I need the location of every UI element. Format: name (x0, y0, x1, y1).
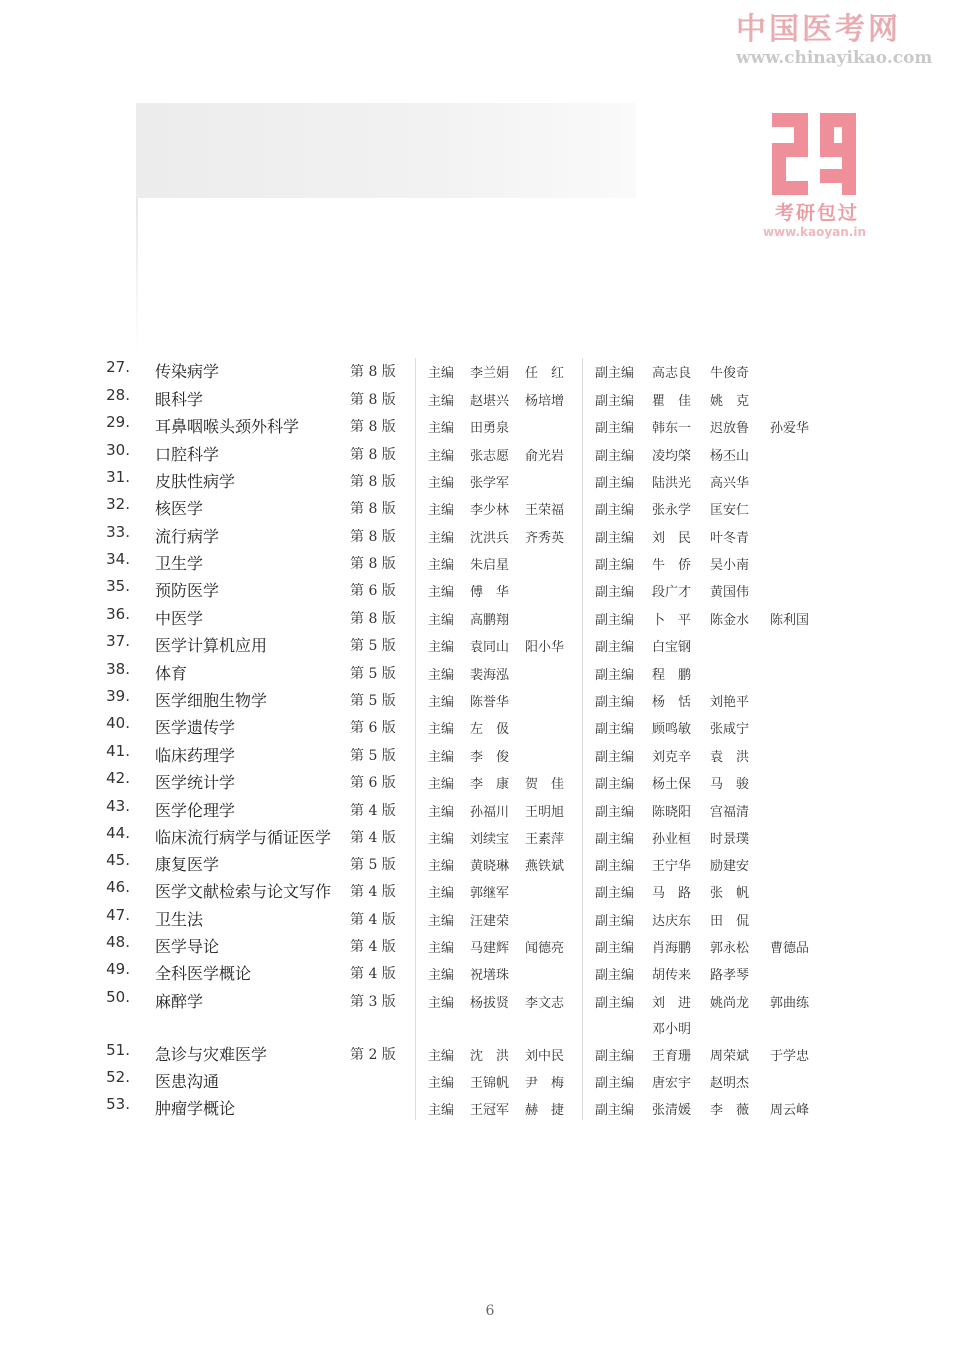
deputy-editor-label: 副主编 (595, 476, 635, 491)
page-number: 6 (485, 1303, 495, 1319)
deputy-editor-name: 刘克辛 (652, 750, 692, 765)
book-title: 核医学 (155, 499, 204, 518)
chief-editor-name: 朱启星 (470, 558, 510, 573)
book-title: 全科医学概论 (155, 964, 252, 983)
table-row (0, 1068, 980, 1094)
deputy-editor-name: 张清媛 (652, 1103, 692, 1118)
chief-editor-name: 李少林 (470, 503, 510, 518)
chief-editor-name: 汪建荣 (470, 914, 510, 929)
chinayikao-watermark (736, 12, 976, 68)
deputy-editor-label: 副主编 (595, 531, 635, 546)
chief-editor-name: 王明旭 (525, 805, 565, 820)
deputy-editor-label: 副主编 (595, 777, 635, 792)
row-number: 43. (106, 797, 130, 815)
deputy-editor-label: 副主编 (595, 996, 635, 1011)
table-row (0, 468, 980, 494)
edition: 第 8 版 (350, 419, 396, 435)
book-title: 医学文献检索与论文写作 (155, 882, 332, 901)
chief-editor-name: 张学军 (470, 476, 510, 491)
chief-editor-name: 赵堪兴 (470, 394, 510, 409)
deputy-editor-name: 高兴华 (710, 476, 750, 491)
chief-editor-name: 张志愿 (470, 449, 510, 464)
chief-editor-name: 赫 捷 (525, 1103, 565, 1118)
watermark-site-url: www.chinayikao.com (736, 48, 933, 68)
row-number: 33. (106, 523, 130, 541)
chief-editor-name: 田勇泉 (470, 421, 510, 436)
edition: 第 2 版 (350, 1047, 396, 1063)
chief-editor-label: 主编 (428, 859, 455, 874)
book-title: 医学细胞生物学 (155, 691, 268, 710)
chief-editor-label: 主编 (428, 449, 455, 464)
deputy-editor-name: 杨丕山 (710, 449, 750, 464)
deputy-editor-name: 周云峰 (770, 1103, 810, 1118)
chief-editor-name: 王素萍 (525, 832, 565, 847)
deputy-editor-name: 白宝钢 (652, 640, 692, 655)
deputy-editor-name: 韩东一 (652, 421, 692, 436)
edition: 第 4 版 (350, 803, 396, 819)
edition: 第 4 版 (350, 912, 396, 928)
deputy-editor-name: 时景璞 (710, 832, 750, 847)
deputy-editor-name: 路孝琴 (710, 968, 750, 983)
table-row (0, 687, 980, 713)
deputy-editor-label: 副主编 (595, 421, 635, 436)
chief-editor-label: 主编 (428, 668, 455, 683)
chief-editor-name: 王锦帆 (470, 1076, 510, 1091)
book-title: 中医学 (155, 609, 204, 628)
row-number: 50. (106, 988, 130, 1006)
edition: 第 8 版 (350, 556, 396, 572)
chief-editor-label: 主编 (428, 886, 455, 901)
deputy-editor-name: 曹德品 (770, 941, 810, 956)
deputy-editor-label: 副主编 (595, 859, 635, 874)
deputy-editor-name: 卜 平 (652, 613, 692, 628)
book-title: 临床药理学 (155, 746, 236, 765)
table-row (0, 851, 980, 877)
row-number: 46. (106, 878, 130, 896)
chief-editor-label: 主编 (428, 777, 455, 792)
deputy-editor-label: 副主编 (595, 968, 635, 983)
deputy-editor-name: 陈晓阳 (652, 805, 692, 820)
chief-editor-name: 黄晓琳 (470, 859, 510, 874)
chief-editor-label: 主编 (428, 558, 455, 573)
table-row (0, 441, 980, 467)
deputy-editor-name: 励建安 (710, 859, 750, 874)
book-title: 传染病学 (155, 362, 220, 381)
book-title: 康复医学 (155, 855, 220, 874)
chief-editor-label: 主编 (428, 503, 455, 518)
row-number: 34. (106, 550, 130, 568)
edition: 第 8 版 (350, 474, 396, 490)
edition: 第 6 版 (350, 720, 396, 736)
deputy-editor-label: 副主编 (595, 668, 635, 683)
edition: 第 6 版 (350, 775, 396, 791)
watermark-site-name: 中国医考网 (736, 12, 901, 47)
deputy-editor-name: 刘 民 (652, 531, 692, 546)
edition: 第 5 版 (350, 857, 396, 873)
chief-editor-name: 孙福川 (470, 805, 510, 820)
row-number: 27. (106, 358, 130, 376)
chief-editor-name: 闻德亮 (525, 941, 565, 956)
table-row (0, 495, 980, 521)
deputy-editor-name: 段广才 (652, 585, 692, 600)
chief-editor-name: 郭继军 (470, 886, 510, 901)
chief-editor-label: 主编 (428, 476, 455, 491)
chief-editor-label: 主编 (428, 394, 455, 409)
deputy-editor-name: 邓小明 (652, 1022, 692, 1037)
row-number: 51. (106, 1041, 130, 1059)
table-row (0, 523, 980, 549)
chief-editor-name: 李 俊 (470, 750, 510, 765)
deputy-editor-label: 副主编 (595, 750, 635, 765)
deputy-editor-name: 姚尚龙 (710, 996, 750, 1011)
row-number: 39. (106, 687, 130, 705)
deputy-editor-label: 副主编 (595, 805, 635, 820)
row-number: 47. (106, 906, 130, 924)
table-row (0, 577, 980, 603)
deputy-editor-name: 田 侃 (710, 914, 750, 929)
edition: 第 5 版 (350, 693, 396, 709)
row-number: 31. (106, 468, 130, 486)
edition: 第 5 版 (350, 748, 396, 764)
chief-editor-label: 主编 (428, 996, 455, 1011)
chief-editor-name: 李 康 (470, 777, 510, 792)
edition: 第 4 版 (350, 939, 396, 955)
chief-editor-name: 高鹏翔 (470, 613, 510, 628)
chief-editor-label: 主编 (428, 613, 455, 628)
deputy-editor-name: 刘艳平 (710, 695, 750, 710)
table-row (0, 960, 980, 986)
book-title: 预防医学 (155, 581, 220, 600)
header-shade (136, 103, 636, 198)
chief-editor-name: 王荣福 (525, 503, 565, 518)
book-title: 卫生法 (155, 910, 204, 929)
deputy-editor-label: 副主编 (595, 1103, 635, 1118)
chief-editor-name: 马建辉 (470, 941, 510, 956)
deputy-editor-name: 袁 洪 (710, 750, 750, 765)
chief-editor-name: 贺 佳 (525, 777, 565, 792)
chief-editor-label: 主编 (428, 941, 455, 956)
table-row (0, 1041, 980, 1067)
deputy-editor-label: 副主编 (595, 640, 635, 655)
deputy-editor-name: 达庆东 (652, 914, 692, 929)
edition: 第 8 版 (350, 501, 396, 517)
book-title: 医学统计学 (155, 773, 236, 792)
deputy-editor-name: 张 帆 (710, 886, 750, 901)
book-title: 医学计算机应用 (155, 636, 268, 655)
chief-editor-name: 尹 梅 (525, 1076, 565, 1091)
deputy-editor-label: 副主编 (595, 449, 635, 464)
chief-editor-name: 任 红 (525, 366, 565, 381)
deputy-editor-label: 副主编 (595, 914, 635, 929)
book-title: 医学导论 (155, 937, 220, 956)
table-row (0, 605, 980, 631)
book-title: 肿瘤学概论 (155, 1099, 236, 1118)
deputy-editor-name: 郭永松 (710, 941, 750, 956)
chief-editor-name: 王冠军 (470, 1103, 510, 1118)
row-number: 52. (106, 1068, 130, 1086)
deputy-editor-name: 姚 克 (710, 394, 750, 409)
book-title: 眼科学 (155, 390, 204, 409)
deputy-editor-name: 王宁华 (652, 859, 692, 874)
kaoyan-seal-logo (772, 113, 856, 195)
chief-editor-label: 主编 (428, 832, 455, 847)
deputy-editor-name: 高志良 (652, 366, 692, 381)
chief-editor-label: 主编 (428, 640, 455, 655)
deputy-editor-name: 牛 侨 (652, 558, 692, 573)
row-number: 38. (106, 660, 130, 678)
deputy-editor-name: 赵明杰 (710, 1076, 750, 1091)
deputy-editor-name: 迟放鲁 (710, 421, 750, 436)
deputy-editor-name: 于学忠 (770, 1049, 810, 1064)
book-title: 流行病学 (155, 527, 220, 546)
table-row (0, 797, 980, 823)
book-title: 卫生学 (155, 554, 204, 573)
table-row (0, 413, 980, 439)
edition: 第 8 版 (350, 529, 396, 545)
edition: 第 8 版 (350, 364, 396, 380)
row-number: 30. (106, 441, 130, 459)
deputy-editor-name: 顾鸣敏 (652, 722, 692, 737)
deputy-editor-label: 副主编 (595, 886, 635, 901)
chief-editor-name: 李文志 (525, 996, 565, 1011)
table-row (0, 714, 980, 740)
row-number: 28. (106, 386, 130, 404)
chief-editor-name: 俞光岩 (525, 449, 565, 464)
chief-editor-label: 主编 (428, 750, 455, 765)
table-row (0, 933, 980, 959)
deputy-editor-label: 副主编 (595, 613, 635, 628)
deputy-editor-label: 副主编 (595, 695, 635, 710)
deputy-editor-name: 肖海鹏 (652, 941, 692, 956)
table-row (0, 386, 980, 412)
seal-text: 考研包过 (774, 202, 859, 224)
deputy-editor-name: 杨土保 (652, 777, 692, 792)
table-row (0, 769, 980, 795)
table-row (0, 660, 980, 686)
deputy-editor-name: 陆洪光 (652, 476, 692, 491)
row-number: 49. (106, 960, 130, 978)
deputy-editor-name: 宫福清 (710, 805, 750, 820)
chief-editor-label: 主编 (428, 968, 455, 983)
deputy-editor-name: 李 薇 (710, 1103, 750, 1118)
chief-editor-name: 裴海泓 (470, 668, 510, 683)
deputy-editor-label: 副主编 (595, 366, 635, 381)
chief-editor-name: 左 伋 (470, 722, 510, 737)
edition: 第 4 版 (350, 966, 396, 982)
chief-editor-name: 傅 华 (470, 585, 510, 600)
chief-editor-name: 杨培增 (525, 394, 565, 409)
chief-editor-name: 陈誉华 (470, 695, 510, 710)
chief-editor-name: 刘中民 (525, 1049, 565, 1064)
table-row (0, 550, 980, 576)
book-title: 口腔科学 (155, 445, 220, 464)
chief-editor-name: 沈洪兵 (470, 531, 510, 546)
deputy-editor-name: 杨 恬 (652, 695, 692, 710)
chief-editor-label: 主编 (428, 1103, 455, 1118)
row-number: 48. (106, 933, 130, 951)
deputy-editor-name: 马 路 (652, 886, 692, 901)
deputy-editor-name: 张咸宁 (710, 722, 750, 737)
chief-editor-name: 杨拔贤 (470, 996, 510, 1011)
chief-editor-label: 主编 (428, 421, 455, 436)
chief-editor-name: 齐秀英 (525, 531, 565, 546)
deputy-editor-name: 刘 进 (652, 996, 692, 1011)
deputy-editor-label: 副主编 (595, 585, 635, 600)
row-number: 40. (106, 714, 130, 732)
chief-editor-label: 主编 (428, 805, 455, 820)
deputy-editor-name: 孙爱华 (770, 421, 810, 436)
deputy-editor-name: 胡传来 (652, 968, 692, 983)
edition: 第 4 版 (350, 830, 396, 846)
row-number: 37. (106, 632, 130, 650)
chief-editor-label: 主编 (428, 695, 455, 710)
table-row (0, 632, 980, 658)
chief-editor-name: 袁同山 (470, 640, 510, 655)
deputy-editor-label: 副主编 (595, 394, 635, 409)
deputy-editor-name: 牛俊奇 (710, 366, 750, 381)
chief-editor-label: 主编 (428, 1049, 455, 1064)
deputy-editor-name: 孙业桓 (652, 832, 692, 847)
deputy-editor-name: 黄国伟 (710, 585, 750, 600)
edition: 第 5 版 (350, 638, 396, 654)
chief-editor-label: 主编 (428, 531, 455, 546)
book-title: 临床流行病学与循证医学 (155, 828, 332, 847)
deputy-editor-label: 副主编 (595, 503, 635, 518)
deputy-editor-name: 周荣斌 (710, 1049, 750, 1064)
chief-editor-name: 刘续宝 (470, 832, 510, 847)
row-number: 53. (106, 1095, 130, 1113)
edition: 第 5 版 (350, 666, 396, 682)
deputy-editor-label: 副主编 (595, 941, 635, 956)
deputy-editor-name: 吴小南 (710, 558, 750, 573)
chief-editor-label: 主编 (428, 914, 455, 929)
row-number: 32. (106, 495, 130, 513)
seal-url: www.kaoyan.in (762, 225, 867, 239)
deputy-editor-label: 副主编 (595, 558, 635, 573)
table-row (0, 824, 980, 850)
deputy-editor-label: 副主编 (595, 1049, 635, 1064)
deputy-editor-name: 叶冬青 (710, 531, 750, 546)
header-shade-edge (136, 198, 138, 358)
edition: 第 4 版 (350, 884, 396, 900)
row-number: 35. (106, 577, 130, 595)
deputy-editor-name: 瞿 佳 (652, 394, 692, 409)
deputy-editor-name: 陈金水 (710, 613, 750, 628)
deputy-editor-label: 副主编 (595, 832, 635, 847)
edition: 第 3 版 (350, 994, 396, 1010)
chief-editor-name: 阳小华 (525, 640, 565, 655)
edition: 第 8 版 (350, 611, 396, 627)
row-number: 45. (106, 851, 130, 869)
table-row (0, 1095, 980, 1121)
chief-editor-label: 主编 (428, 366, 455, 381)
chief-editor-name: 沈 洪 (470, 1049, 510, 1064)
table-row (0, 988, 980, 1037)
book-title: 耳鼻咽喉头颈外科学 (155, 417, 300, 436)
chief-editor-name: 燕铁斌 (525, 859, 565, 874)
deputy-editor-name: 马 骏 (710, 777, 750, 792)
book-title: 医学伦理学 (155, 801, 236, 820)
chief-editor-name: 李兰娟 (470, 366, 510, 381)
table-row (0, 742, 980, 768)
edition: 第 8 版 (350, 392, 396, 408)
book-title: 医学遗传学 (155, 718, 236, 737)
table-row (0, 878, 980, 904)
deputy-editor-name: 陈利国 (770, 613, 810, 628)
book-title: 皮肤性病学 (155, 472, 236, 491)
table-row (0, 906, 980, 932)
deputy-editor-name: 程 鹏 (652, 668, 692, 683)
row-number: 29. (106, 413, 130, 431)
deputy-editor-label: 副主编 (595, 722, 635, 737)
deputy-editor-name: 唐宏宇 (652, 1076, 692, 1091)
deputy-editor-name: 王育珊 (652, 1049, 692, 1064)
chief-editor-label: 主编 (428, 1076, 455, 1091)
deputy-editor-name: 凌均棨 (652, 449, 692, 464)
deputy-editor-name: 张永学 (652, 503, 692, 518)
row-number: 44. (106, 824, 130, 842)
deputy-editor-name: 匡安仁 (710, 503, 750, 518)
deputy-editor-name: 郭曲练 (770, 996, 810, 1011)
deputy-editor-label: 副主编 (595, 1076, 635, 1091)
book-title: 急诊与灾难医学 (155, 1045, 268, 1064)
row-number: 41. (106, 742, 130, 760)
row-number: 42. (106, 769, 130, 787)
edition: 第 8 版 (350, 447, 396, 463)
table-row (0, 358, 980, 384)
row-number: 36. (106, 605, 130, 623)
chief-editor-label: 主编 (428, 722, 455, 737)
book-title: 医患沟通 (155, 1072, 220, 1091)
book-title: 体育 (155, 664, 188, 683)
chief-editor-label: 主编 (428, 585, 455, 600)
edition: 第 6 版 (350, 583, 396, 599)
book-title: 麻醉学 (155, 992, 204, 1011)
chief-editor-name: 祝墡珠 (470, 968, 510, 983)
